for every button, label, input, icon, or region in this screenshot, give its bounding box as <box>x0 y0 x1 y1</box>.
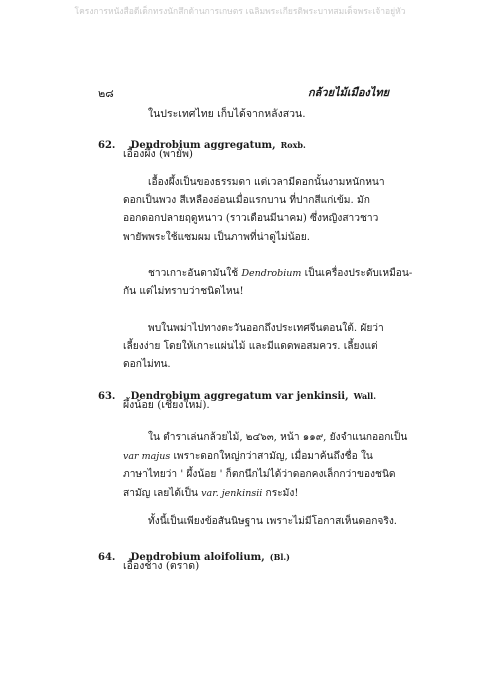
paragraph-line: ดอกเป็นพวง สีเหลืองอ่อนเมื่อแรกบาน ที่ปากสีแก่เข้ม. มัก <box>123 195 370 206</box>
text-span: เป็นเครื่องประดับเหมือน- <box>301 268 413 279</box>
paragraph-line <box>123 487 298 501</box>
entry-number: 64. <box>98 552 116 563</box>
author-abbrev: Wall. <box>353 391 376 401</box>
paragraph-line: ภาษาไทยว่า ' ผึ้งน้อย ' ก็ตกนึกไม่ได้ว่าดอกคงเล็กกว่าของชนิด <box>123 469 396 480</box>
entry-62-thai-name: เอื้องผึ้ง (พายัพ) <box>123 148 194 160</box>
paragraph-line: ทั้งนี้เป็นเพียงข้อสันนิษฐาน เพราะไม่มีโอกาสเห็นดอกจริง. <box>148 516 398 527</box>
entry-63-thai-name: ผึ้งน้อย (เชียงใหม่). <box>123 399 210 411</box>
text-span: สามัญ เลยได้เป็น <box>123 488 202 499</box>
entry-64-thai-name: เอื้องช้าง (ตราด) <box>123 560 200 572</box>
paragraph-line: ใน ตำราเล่นกล้วยไม้, ๒๔๖๓, หน้า ๑๑๙, ยังจำแนกออกเป็น <box>148 432 408 443</box>
running-title: กล้วยไม้เมืองไทย <box>308 86 390 99</box>
page-number: ๒๘ <box>98 87 114 100</box>
watermark-text: โครงการหนังสือดีเด็กทรงนักสึกด้านการเกษตร เฉลิมพระเกียรติพระบาทสมเด็จพระเจ้าอยู่หัว <box>74 7 406 17</box>
paragraph-line: ดอกไม่ทน. <box>123 359 171 370</box>
intro-line: ในประเทศไทย เก็บได้จากหลังสวน. <box>148 108 306 120</box>
text-span: ชาวเกาะอันดามันใช้ <box>148 268 242 279</box>
paragraph-line <box>123 450 373 464</box>
paragraph-line <box>148 267 412 281</box>
paragraph-line: พบในพม่าไปทางตะวันออกถึงประเทศจีนตอนใต้. ผัยว่า <box>148 323 384 334</box>
author-abbrev: Roxb. <box>280 140 306 150</box>
entry-number: 63. <box>98 391 116 402</box>
var-italic: var. jenkinsii <box>201 488 263 499</box>
scientific-name: Dendrobium aggregatum var jenkinsii, <box>130 391 349 402</box>
genus-italic: Dendrobium <box>241 268 302 279</box>
scientific-name: Dendrobium aggregatum, <box>130 140 276 151</box>
var-italic: var majus <box>123 451 171 462</box>
paragraph-line: พายัพพระใช้แซมผม เป็นภาพที่น่าดูไม่น้อย. <box>123 232 310 243</box>
entry-number: 62. <box>98 140 116 151</box>
author-abbrev: (Bl.) <box>269 552 290 562</box>
text-span: กระมัง! <box>262 488 299 499</box>
scientific-name: Dendrobium aloifolium, <box>130 552 265 563</box>
paragraph-line: ออกดอกปลายฤดูหนาว (ราวเดือนมีนาคม) ซึ่งหญิงสาวชาว <box>123 213 379 224</box>
paragraph-line: เลี้ยงง่าย โดยให้เกาะแผ่นไม้ และมีแดดพอสมควร. เลี้ยงแต่ <box>123 341 378 352</box>
paragraph-line: กัน แต่ไม่ทราบว่าชนิดไหน! <box>123 286 244 297</box>
paragraph-line: เอื้องผึ้งเป็นของธรรมดา แต่เวลามีดอกนั้นงามหนักหนา <box>148 177 385 188</box>
text-span: เพราะดอกใหญ่กว่าสามัญ, เมื่อมาค้นถึงชื่อ ใน <box>170 451 373 462</box>
